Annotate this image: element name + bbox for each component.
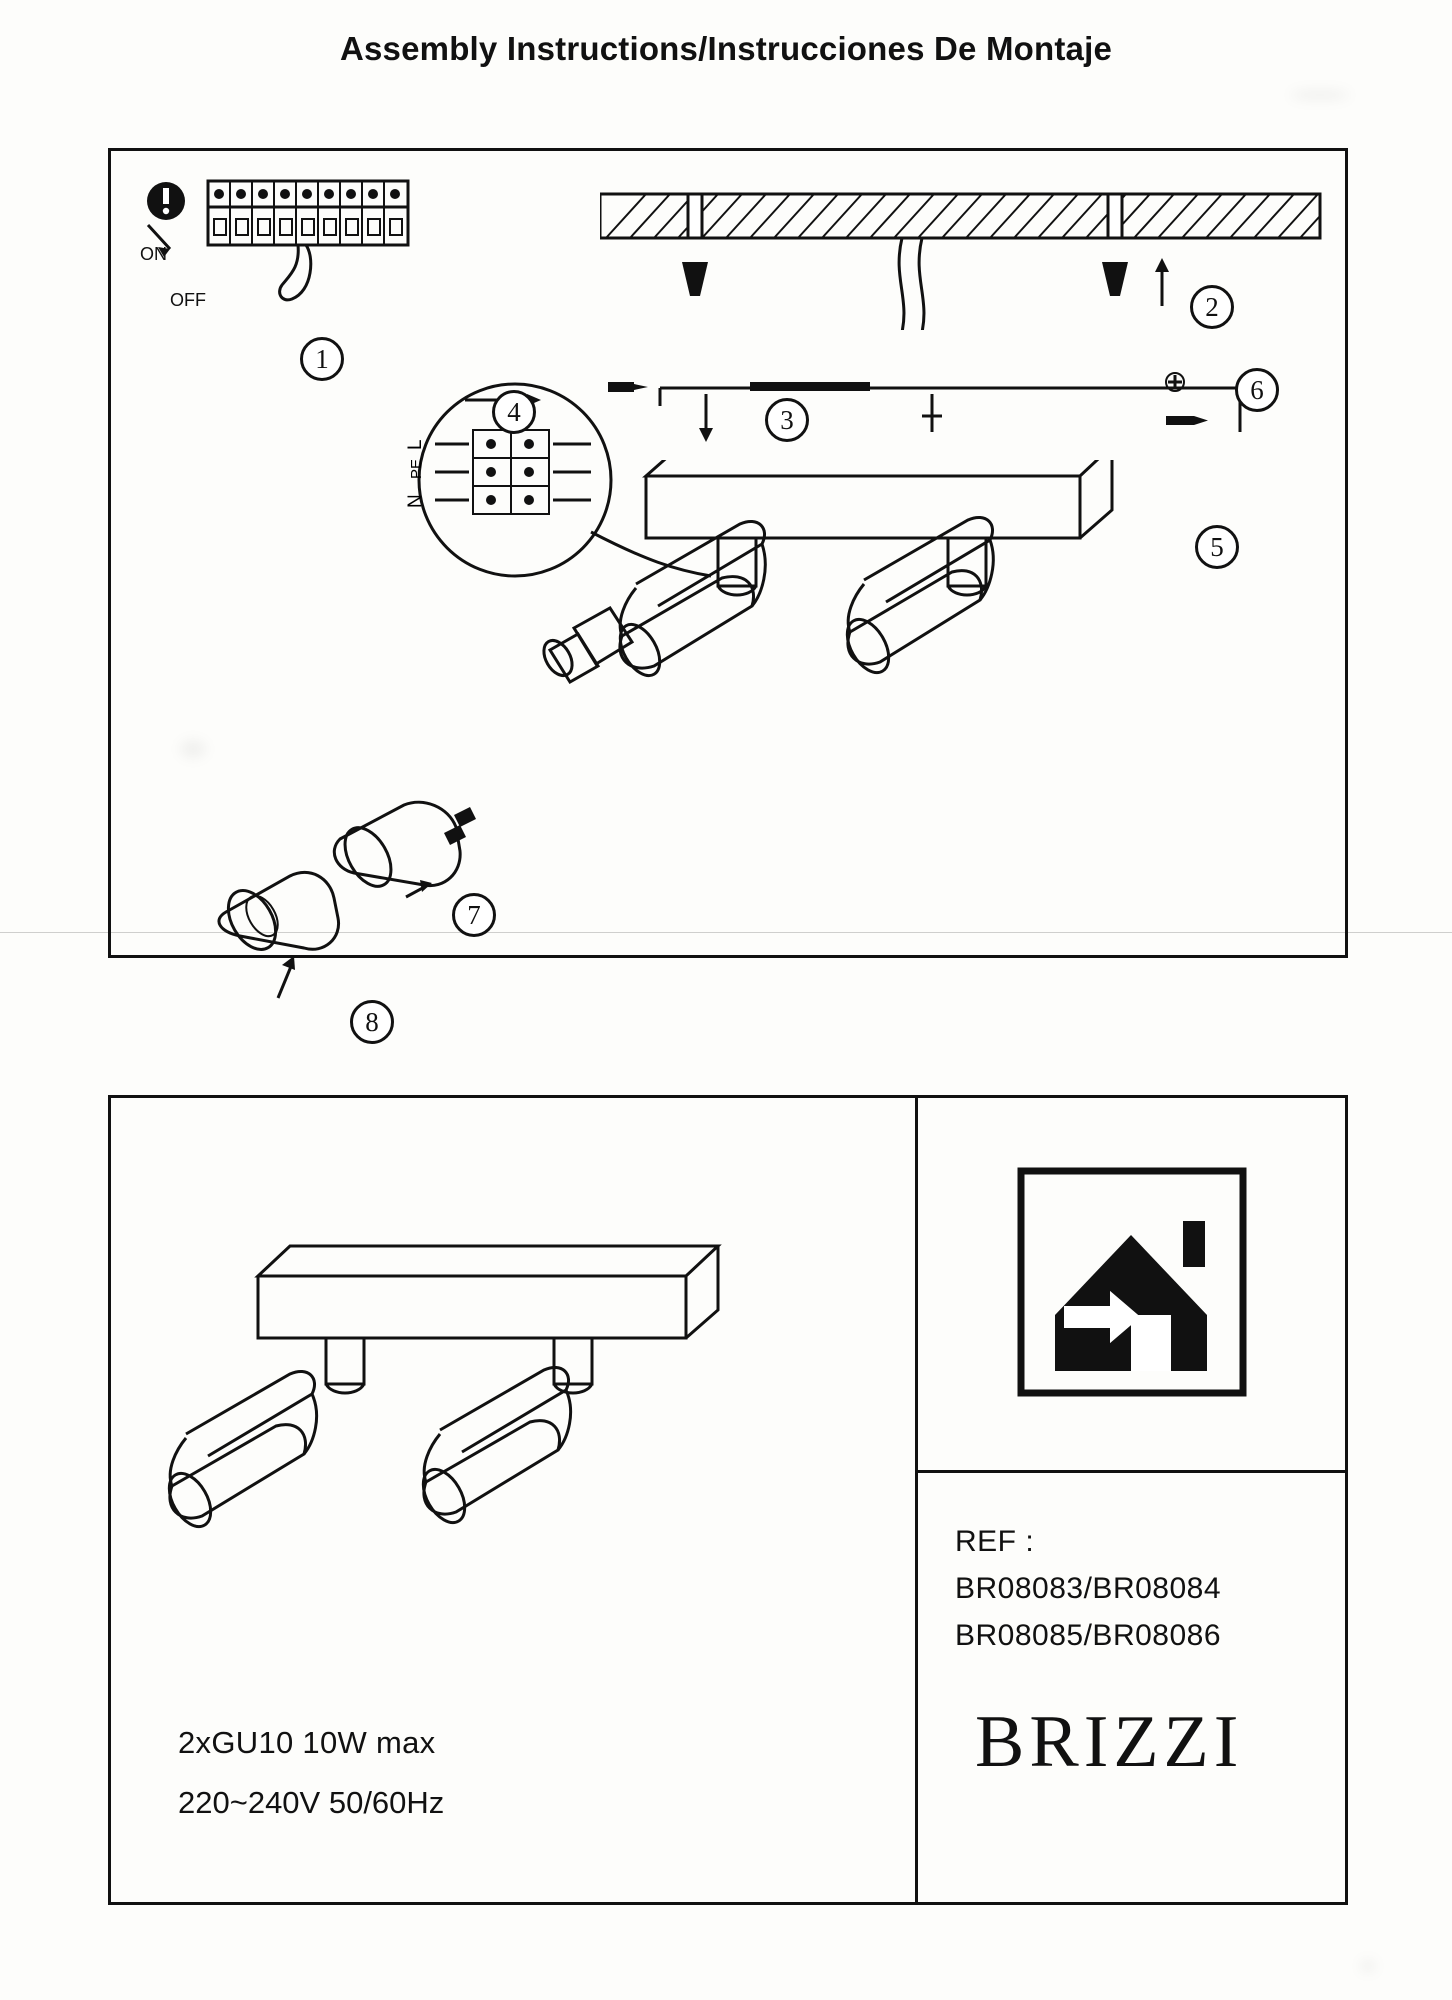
switch-off-label: OFF [170, 290, 206, 310]
ref-codes-line-1: BR08083/BR08084 [955, 1572, 1222, 1605]
step-callout-1: 1 [300, 337, 344, 381]
finished-product-graphic [150, 1230, 890, 1640]
spec-voltage: 220~240V 50/60Hz [178, 1785, 445, 1820]
ref-codes-line-2: BR08085/BR08086 [955, 1619, 1222, 1652]
step-callout-3: 3 [765, 398, 809, 442]
indoor-use-house-icon [1015, 1165, 1255, 1405]
scan-smudge [1360, 1960, 1376, 1972]
svg-text:PE: PE [408, 458, 425, 479]
locking-screw-icon [1160, 368, 1230, 438]
scan-smudge [1290, 90, 1350, 100]
page-title: Assembly Instructions/Instrucciones De Montaje [339, 30, 1113, 67]
step-callout-8: 8 [350, 1000, 394, 1044]
step-callout-4: 4 [492, 390, 536, 434]
spec-lamp: 2xGU10 10W max [178, 1725, 436, 1760]
step-callout-6: 6 [1235, 368, 1279, 412]
step-callout-2: 2 [1190, 285, 1234, 329]
panel-divider-horizontal [915, 1470, 1348, 1473]
brand-logo: BRIZZI [975, 1701, 1244, 1783]
svg-text:L: L [405, 439, 426, 450]
step1-switch-graphic [130, 175, 450, 305]
panel-divider-vertical [915, 1095, 918, 1905]
ref-label: REF : [955, 1525, 1035, 1558]
svg-text:N: N [405, 494, 426, 508]
step-callout-7: 7 [452, 893, 496, 937]
step-callout-5: 5 [1195, 525, 1239, 569]
switch-on-label: ON [140, 244, 167, 264]
